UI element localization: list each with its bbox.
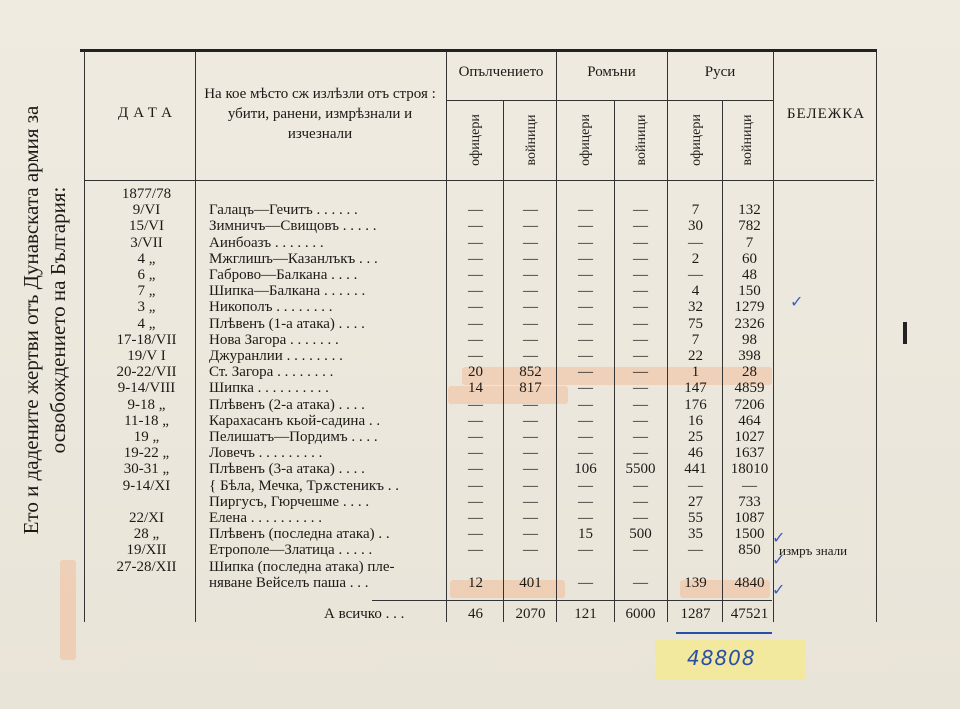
row-date: 9-14/VIII bbox=[117, 380, 176, 397]
row-place: Плѣвенъ (2-а атака) . . . . bbox=[209, 396, 365, 413]
table-row bbox=[84, 348, 874, 365]
table-row bbox=[84, 364, 874, 381]
row-value: — bbox=[688, 542, 703, 559]
totals-row bbox=[84, 606, 874, 623]
row-place: Плѣвенъ (3-а атака) . . . . bbox=[209, 461, 365, 478]
table-row bbox=[84, 235, 874, 252]
row-value: — bbox=[578, 202, 593, 219]
row-value: 4 bbox=[691, 283, 700, 300]
row-date: 30-31 „ bbox=[123, 461, 170, 478]
row-value: — bbox=[468, 510, 483, 526]
row-value: 464 bbox=[738, 412, 761, 429]
table-row bbox=[84, 299, 874, 316]
header-officers: офицери bbox=[578, 114, 593, 166]
row-date: 9-18 „ bbox=[127, 396, 166, 413]
row-value: 1500 bbox=[734, 526, 765, 543]
table-row bbox=[84, 186, 874, 203]
total-rule bbox=[372, 600, 772, 601]
margin-mark bbox=[903, 322, 907, 344]
row-value: — bbox=[523, 315, 538, 332]
table-row bbox=[84, 251, 874, 268]
table-row bbox=[84, 218, 874, 235]
row-value: 401 bbox=[519, 574, 542, 591]
row-value: — bbox=[688, 267, 703, 283]
row-value: — bbox=[633, 542, 648, 559]
table-row bbox=[84, 397, 874, 414]
row-value: — bbox=[633, 331, 648, 348]
row-value: — bbox=[523, 477, 538, 494]
row-value: — bbox=[468, 493, 483, 510]
row-value: — bbox=[523, 348, 538, 364]
row-value: — bbox=[578, 364, 593, 381]
row-value: — bbox=[633, 315, 648, 332]
row-date: 4 „ bbox=[137, 250, 156, 267]
row-place: Елена . . . . . . . . . . bbox=[209, 510, 322, 526]
check-mark-icon: ✓ bbox=[772, 528, 786, 547]
row-value: 32 bbox=[688, 299, 703, 316]
row-value: — bbox=[523, 396, 538, 413]
row-value: — bbox=[578, 510, 593, 526]
row-value: — bbox=[578, 250, 593, 267]
row-value: — bbox=[742, 477, 757, 494]
row-date: 19 „ bbox=[133, 429, 160, 445]
row-value: — bbox=[523, 412, 538, 429]
row-value: — bbox=[633, 574, 648, 591]
row-value: — bbox=[633, 493, 648, 510]
row-value: 441 bbox=[684, 461, 707, 478]
row-place: Аинбоазъ . . . . . . . bbox=[209, 234, 324, 251]
row-date: 4 „ bbox=[137, 315, 156, 332]
row-value: — bbox=[523, 250, 538, 267]
row-date: 3/VII bbox=[130, 234, 163, 251]
row-place: Габрово—Балкана . . . . bbox=[209, 267, 358, 283]
row-value: — bbox=[578, 412, 593, 429]
row-date: 17-18/VII bbox=[116, 331, 177, 348]
total-cell: 1287 bbox=[680, 606, 711, 622]
row-value: — bbox=[578, 234, 593, 251]
table-row bbox=[84, 542, 874, 559]
row-value: — bbox=[468, 526, 483, 543]
table-row bbox=[84, 461, 874, 478]
row-value: — bbox=[468, 412, 483, 429]
row-place: Плѣвенъ (последна атака) . . bbox=[209, 526, 390, 543]
table-row bbox=[84, 445, 874, 462]
row-value: — bbox=[633, 250, 648, 267]
row-value: — bbox=[523, 526, 538, 543]
column-rule bbox=[876, 52, 877, 622]
row-value: 852 bbox=[519, 364, 542, 381]
table-row bbox=[84, 202, 874, 219]
row-value: 5500 bbox=[625, 461, 656, 478]
header-soldiers: войници bbox=[740, 114, 755, 166]
table-row bbox=[84, 413, 874, 430]
row-value: — bbox=[523, 445, 538, 462]
row-value: 1279 bbox=[734, 299, 765, 316]
check-mark-icon: ✓ bbox=[772, 580, 786, 599]
row-value: — bbox=[523, 331, 538, 348]
row-value: — bbox=[633, 412, 648, 429]
row-value: 28 bbox=[742, 364, 757, 381]
row-date: 15/VI bbox=[129, 218, 164, 235]
row-value: — bbox=[523, 299, 538, 316]
row-place: Шипка . . . . . . . . . . bbox=[209, 380, 329, 397]
row-value: — bbox=[578, 445, 593, 462]
row-value: — bbox=[578, 348, 593, 364]
row-value: 782 bbox=[738, 218, 761, 235]
totals-label: А всичко . . . bbox=[324, 606, 405, 622]
row-date: 6 „ bbox=[137, 267, 156, 283]
table-row bbox=[84, 283, 874, 300]
row-value: — bbox=[468, 331, 483, 348]
row-place: Пиргусъ, Гюрчешме . . . . bbox=[209, 493, 370, 510]
row-value: — bbox=[468, 283, 483, 300]
row-date: 1877/78 bbox=[121, 186, 172, 202]
row-value: 48 bbox=[742, 267, 757, 283]
row-value: 147 bbox=[684, 380, 707, 397]
row-place: { Бѣла, Мечка, Трѫстеникъ . . bbox=[209, 477, 399, 494]
row-value: — bbox=[633, 429, 648, 445]
row-value: — bbox=[523, 510, 538, 526]
row-place: Пелишатъ—Пордимъ . . . . bbox=[209, 429, 378, 445]
vertical-caption bbox=[18, 40, 76, 600]
table-row bbox=[84, 316, 874, 333]
row-value: — bbox=[523, 542, 538, 559]
row-date: 19/V I bbox=[127, 348, 166, 364]
row-value: — bbox=[468, 396, 483, 413]
row-value: 12 bbox=[468, 574, 483, 591]
row-value: — bbox=[688, 234, 703, 251]
row-value: 46 bbox=[688, 445, 703, 462]
total-cell: 6000 bbox=[625, 606, 656, 622]
row-value: 55 bbox=[688, 510, 703, 526]
row-value: — bbox=[468, 218, 483, 235]
row-place: Мжглишъ—Казанлъкъ . . . bbox=[209, 250, 378, 267]
header-group-romani: Ромъни bbox=[587, 64, 636, 80]
row-place: Никополъ . . . . . . . . bbox=[209, 299, 333, 316]
row-date: 7 „ bbox=[137, 283, 156, 300]
row-place: Карахасанъ кьой-садина . . bbox=[209, 412, 381, 429]
row-value: — bbox=[633, 348, 648, 364]
row-value: 1637 bbox=[734, 445, 765, 462]
row-value: 14 bbox=[468, 380, 483, 397]
table-row bbox=[84, 494, 874, 511]
row-value: — bbox=[523, 283, 538, 300]
row-date: 19/XII bbox=[126, 542, 167, 559]
table-row bbox=[84, 332, 874, 349]
row-place: няване Вейселъ паша . . . bbox=[209, 574, 369, 591]
highlight-mark bbox=[60, 560, 76, 660]
row-value: 4840 bbox=[734, 574, 765, 591]
row-date: 19-22 „ bbox=[123, 445, 170, 462]
row-value: 850 bbox=[738, 542, 761, 559]
row-date: 20-22/VII bbox=[116, 364, 177, 381]
row-date: 27-28/XII bbox=[116, 558, 177, 575]
row-place: Джуранлии . . . . . . . . bbox=[209, 348, 343, 364]
header-soldiers: войници bbox=[524, 114, 539, 166]
row-value: 30 bbox=[688, 218, 703, 235]
row-value: 25 bbox=[688, 429, 703, 445]
row-place: Ловечъ . . . . . . . . . bbox=[209, 445, 323, 462]
table-row bbox=[84, 559, 874, 576]
check-mark-icon: ✓ bbox=[790, 292, 804, 311]
row-value: 18010 bbox=[730, 461, 769, 478]
row-value: 4859 bbox=[734, 380, 765, 397]
table-row bbox=[84, 478, 874, 495]
row-value: — bbox=[578, 283, 593, 300]
row-value: — bbox=[578, 542, 593, 559]
row-value: — bbox=[633, 477, 648, 494]
row-value: 27 bbox=[688, 493, 703, 510]
row-value: — bbox=[523, 461, 538, 478]
row-value: — bbox=[468, 202, 483, 219]
header-group-rusi: Руси bbox=[704, 64, 736, 80]
row-place: Ст. Загора . . . . . . . . bbox=[209, 364, 334, 381]
header-soldiers: войници bbox=[634, 114, 649, 166]
row-value: 35 bbox=[688, 526, 703, 543]
stamp-underline bbox=[676, 632, 772, 634]
row-date: 9-14/XI bbox=[122, 477, 171, 494]
row-date: 28 „ bbox=[133, 526, 160, 543]
row-value: — bbox=[633, 380, 648, 397]
row-note: измръ знали bbox=[779, 543, 848, 559]
row-value: 139 bbox=[684, 574, 707, 591]
total-cell: 47521 bbox=[730, 606, 769, 622]
row-value: — bbox=[633, 267, 648, 283]
total-cell: 2070 bbox=[515, 606, 546, 622]
row-value: — bbox=[468, 429, 483, 445]
row-value: — bbox=[523, 267, 538, 283]
row-value: — bbox=[578, 299, 593, 316]
row-value: — bbox=[578, 396, 593, 413]
row-value: — bbox=[523, 429, 538, 445]
table-row bbox=[84, 267, 874, 284]
row-place: Шипка (последна атака) пле- bbox=[209, 558, 395, 575]
table-row bbox=[84, 510, 874, 527]
row-value: — bbox=[633, 510, 648, 526]
row-value: 22 bbox=[688, 348, 703, 364]
row-value: — bbox=[523, 234, 538, 251]
row-value: — bbox=[633, 283, 648, 300]
row-value: 75 bbox=[688, 315, 703, 332]
row-value: 7 bbox=[691, 331, 700, 348]
row-date: 3 „ bbox=[137, 299, 156, 316]
row-place: Етрополе—Златица . . . . . bbox=[209, 542, 373, 559]
row-value: — bbox=[468, 445, 483, 462]
row-value: — bbox=[688, 477, 703, 494]
row-value: — bbox=[633, 445, 648, 462]
row-value: 7 bbox=[745, 234, 754, 251]
row-value: — bbox=[578, 429, 593, 445]
row-value: 15 bbox=[578, 526, 593, 543]
row-value: 2 bbox=[691, 250, 700, 267]
row-value: 106 bbox=[574, 461, 597, 478]
header-officers: офицери bbox=[468, 114, 483, 166]
inventory-number: 48808 bbox=[687, 646, 756, 670]
row-value: — bbox=[468, 250, 483, 267]
row-value: — bbox=[578, 331, 593, 348]
row-value: 817 bbox=[519, 380, 542, 397]
header-officers: офицери bbox=[689, 114, 704, 166]
header-group-opalchenie: Опълчението bbox=[458, 64, 544, 80]
row-date: 9/VI bbox=[132, 202, 161, 219]
row-value: — bbox=[468, 267, 483, 283]
row-value: — bbox=[468, 348, 483, 364]
total-cell: 121 bbox=[574, 606, 597, 622]
row-value: — bbox=[578, 218, 593, 235]
row-value: — bbox=[468, 315, 483, 332]
row-value: — bbox=[578, 493, 593, 510]
row-value: — bbox=[578, 380, 593, 397]
row-value: — bbox=[578, 477, 593, 494]
row-value: 733 bbox=[738, 493, 761, 510]
row-value: — bbox=[523, 202, 538, 219]
row-value: 1087 bbox=[734, 510, 765, 526]
row-value: 500 bbox=[629, 526, 652, 543]
row-place: Галацъ—Гечитъ . . . . . . bbox=[209, 202, 358, 219]
row-value: — bbox=[468, 299, 483, 316]
row-value: 132 bbox=[738, 202, 761, 219]
row-value: — bbox=[578, 267, 593, 283]
row-value: — bbox=[633, 396, 648, 413]
row-place: Шипка—Балкана . . . . . . bbox=[209, 283, 366, 300]
row-value: 20 bbox=[468, 364, 483, 381]
row-value: 7206 bbox=[734, 396, 765, 413]
table-row bbox=[84, 575, 874, 592]
row-value: 98 bbox=[742, 331, 757, 348]
row-value: — bbox=[523, 218, 538, 235]
row-value: — bbox=[633, 202, 648, 219]
row-value: — bbox=[468, 542, 483, 559]
header-date: ДАТА bbox=[118, 105, 177, 121]
row-value: — bbox=[523, 493, 538, 510]
row-value: — bbox=[633, 234, 648, 251]
row-place: Нова Загора . . . . . . . bbox=[209, 331, 339, 348]
header-note: БЕЛЕЖКА bbox=[786, 106, 866, 122]
row-value: 150 bbox=[738, 283, 761, 300]
row-value: 398 bbox=[738, 348, 761, 364]
row-value: 60 bbox=[742, 250, 757, 267]
table-row bbox=[84, 526, 874, 543]
row-value: — bbox=[468, 234, 483, 251]
row-value: 7 bbox=[691, 202, 700, 219]
row-value: 1027 bbox=[734, 429, 765, 445]
row-place: Плѣвенъ (1-а атака) . . . . bbox=[209, 315, 365, 332]
caption-line-1: Ето и дадените жертви отъ Дунавската армия за bbox=[19, 105, 43, 535]
row-value: 1 bbox=[691, 364, 700, 381]
row-date: 11-18 „ bbox=[124, 412, 169, 429]
row-place: Зимничъ—Свищовъ . . . . . bbox=[209, 218, 377, 235]
row-value: — bbox=[633, 218, 648, 235]
row-value: 16 bbox=[688, 412, 703, 429]
check-mark-icon: ✓ bbox=[772, 550, 786, 569]
header-place: На кое мѣсто сж излѣзли отъ строя : убити, ранени, измрѣзнали и изчезнали bbox=[204, 86, 436, 142]
row-date: 22/XI bbox=[129, 510, 164, 526]
row-value: — bbox=[578, 574, 593, 591]
total-cell: 46 bbox=[468, 606, 483, 622]
row-value: — bbox=[468, 477, 483, 494]
row-value: 176 bbox=[684, 396, 707, 413]
caption-line-2: освобождението на България: bbox=[46, 186, 70, 454]
table-row bbox=[84, 429, 874, 446]
row-value: — bbox=[468, 461, 483, 478]
row-value: — bbox=[633, 299, 648, 316]
row-value: — bbox=[578, 315, 593, 332]
table-row bbox=[84, 380, 874, 397]
row-value: — bbox=[633, 364, 648, 381]
row-value: 2326 bbox=[734, 315, 765, 332]
